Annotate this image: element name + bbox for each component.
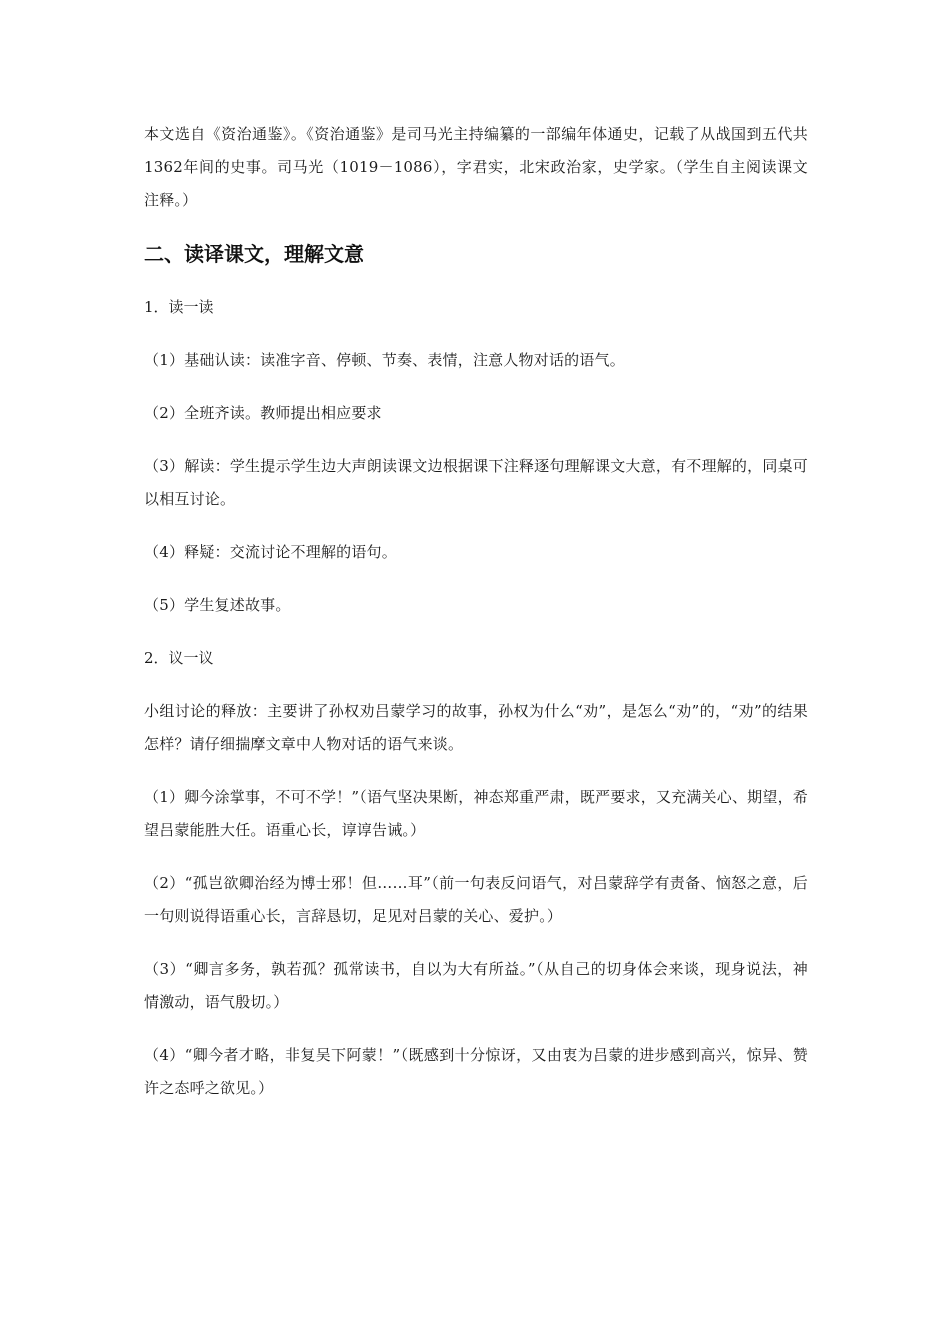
section-heading: 二、读译课文，理解文意 bbox=[144, 242, 364, 266]
intro-paragraph: 本文选自《资治通鉴》。《资治通鉴》是司马光主持编纂的一部编年体通史，记载了从战国到五代共1362年间的史事。司马光（1019－1086），字君实，北宋政治家，史学家。（学生自主阅读课文注释。） bbox=[144, 125, 808, 209]
part1-item-5: （5）学生复述故事。 bbox=[144, 596, 291, 614]
part1-item-3: （3）解读：学生提示学生边大声朗读课文边根据课下注释逐句理解课文大意，有不理解的，同桌可以相互讨论。 bbox=[144, 457, 808, 508]
part1-item-2: （2）全班齐读。教师提出相应要求 bbox=[144, 404, 382, 422]
part2-item-4: （4）“卿今者才略，非复吴下阿蒙！”（既感到十分惊讶，又由衷为吕蒙的进步感到高兴，惊异、赞许之态呼之欲见。） bbox=[144, 1046, 808, 1097]
part1-title: 1．读一读 bbox=[144, 298, 214, 316]
part1-item-1: （1）基础认读：读准字音、停顿、节奏、表情，注意人物对话的语气。 bbox=[144, 351, 625, 369]
part1-item-4: （4）释疑：交流讨论不理解的语句。 bbox=[144, 543, 397, 561]
part2-item-3: （3）“卿言多务，孰若孤？孤常读书，自以为大有所益。”（从自己的切身体会来谈，现身说法，神情激动，语气殷切。） bbox=[144, 960, 808, 1011]
part2-title: 2．议一议 bbox=[144, 649, 214, 667]
document-page bbox=[144, 118, 808, 1125]
part2-item-1: （1）卿今涂掌事，不可不学！”（语气坚决果断，神态郑重严肃，既严要求，又充满关心、期望，希望吕蒙能胜大任。语重心长，谆谆告诫。） bbox=[144, 788, 808, 839]
part2-intro: 小组讨论的释放：主要讲了孙权劝吕蒙学习的故事，孙权为什么“劝”，是怎么“劝”的，“劝”的结果怎样？请仔细揣摩文章中人物对话的语气来谈。 bbox=[144, 702, 808, 753]
part2-item-2: （2）“孤岂欲卿治经为博士邪！但……耳”（前一句表反问语气，对吕蒙辞学有责备、恼怒之意，后一句则说得语重心长，言辞恳切，足见对吕蒙的关心、爱护。） bbox=[144, 874, 808, 925]
